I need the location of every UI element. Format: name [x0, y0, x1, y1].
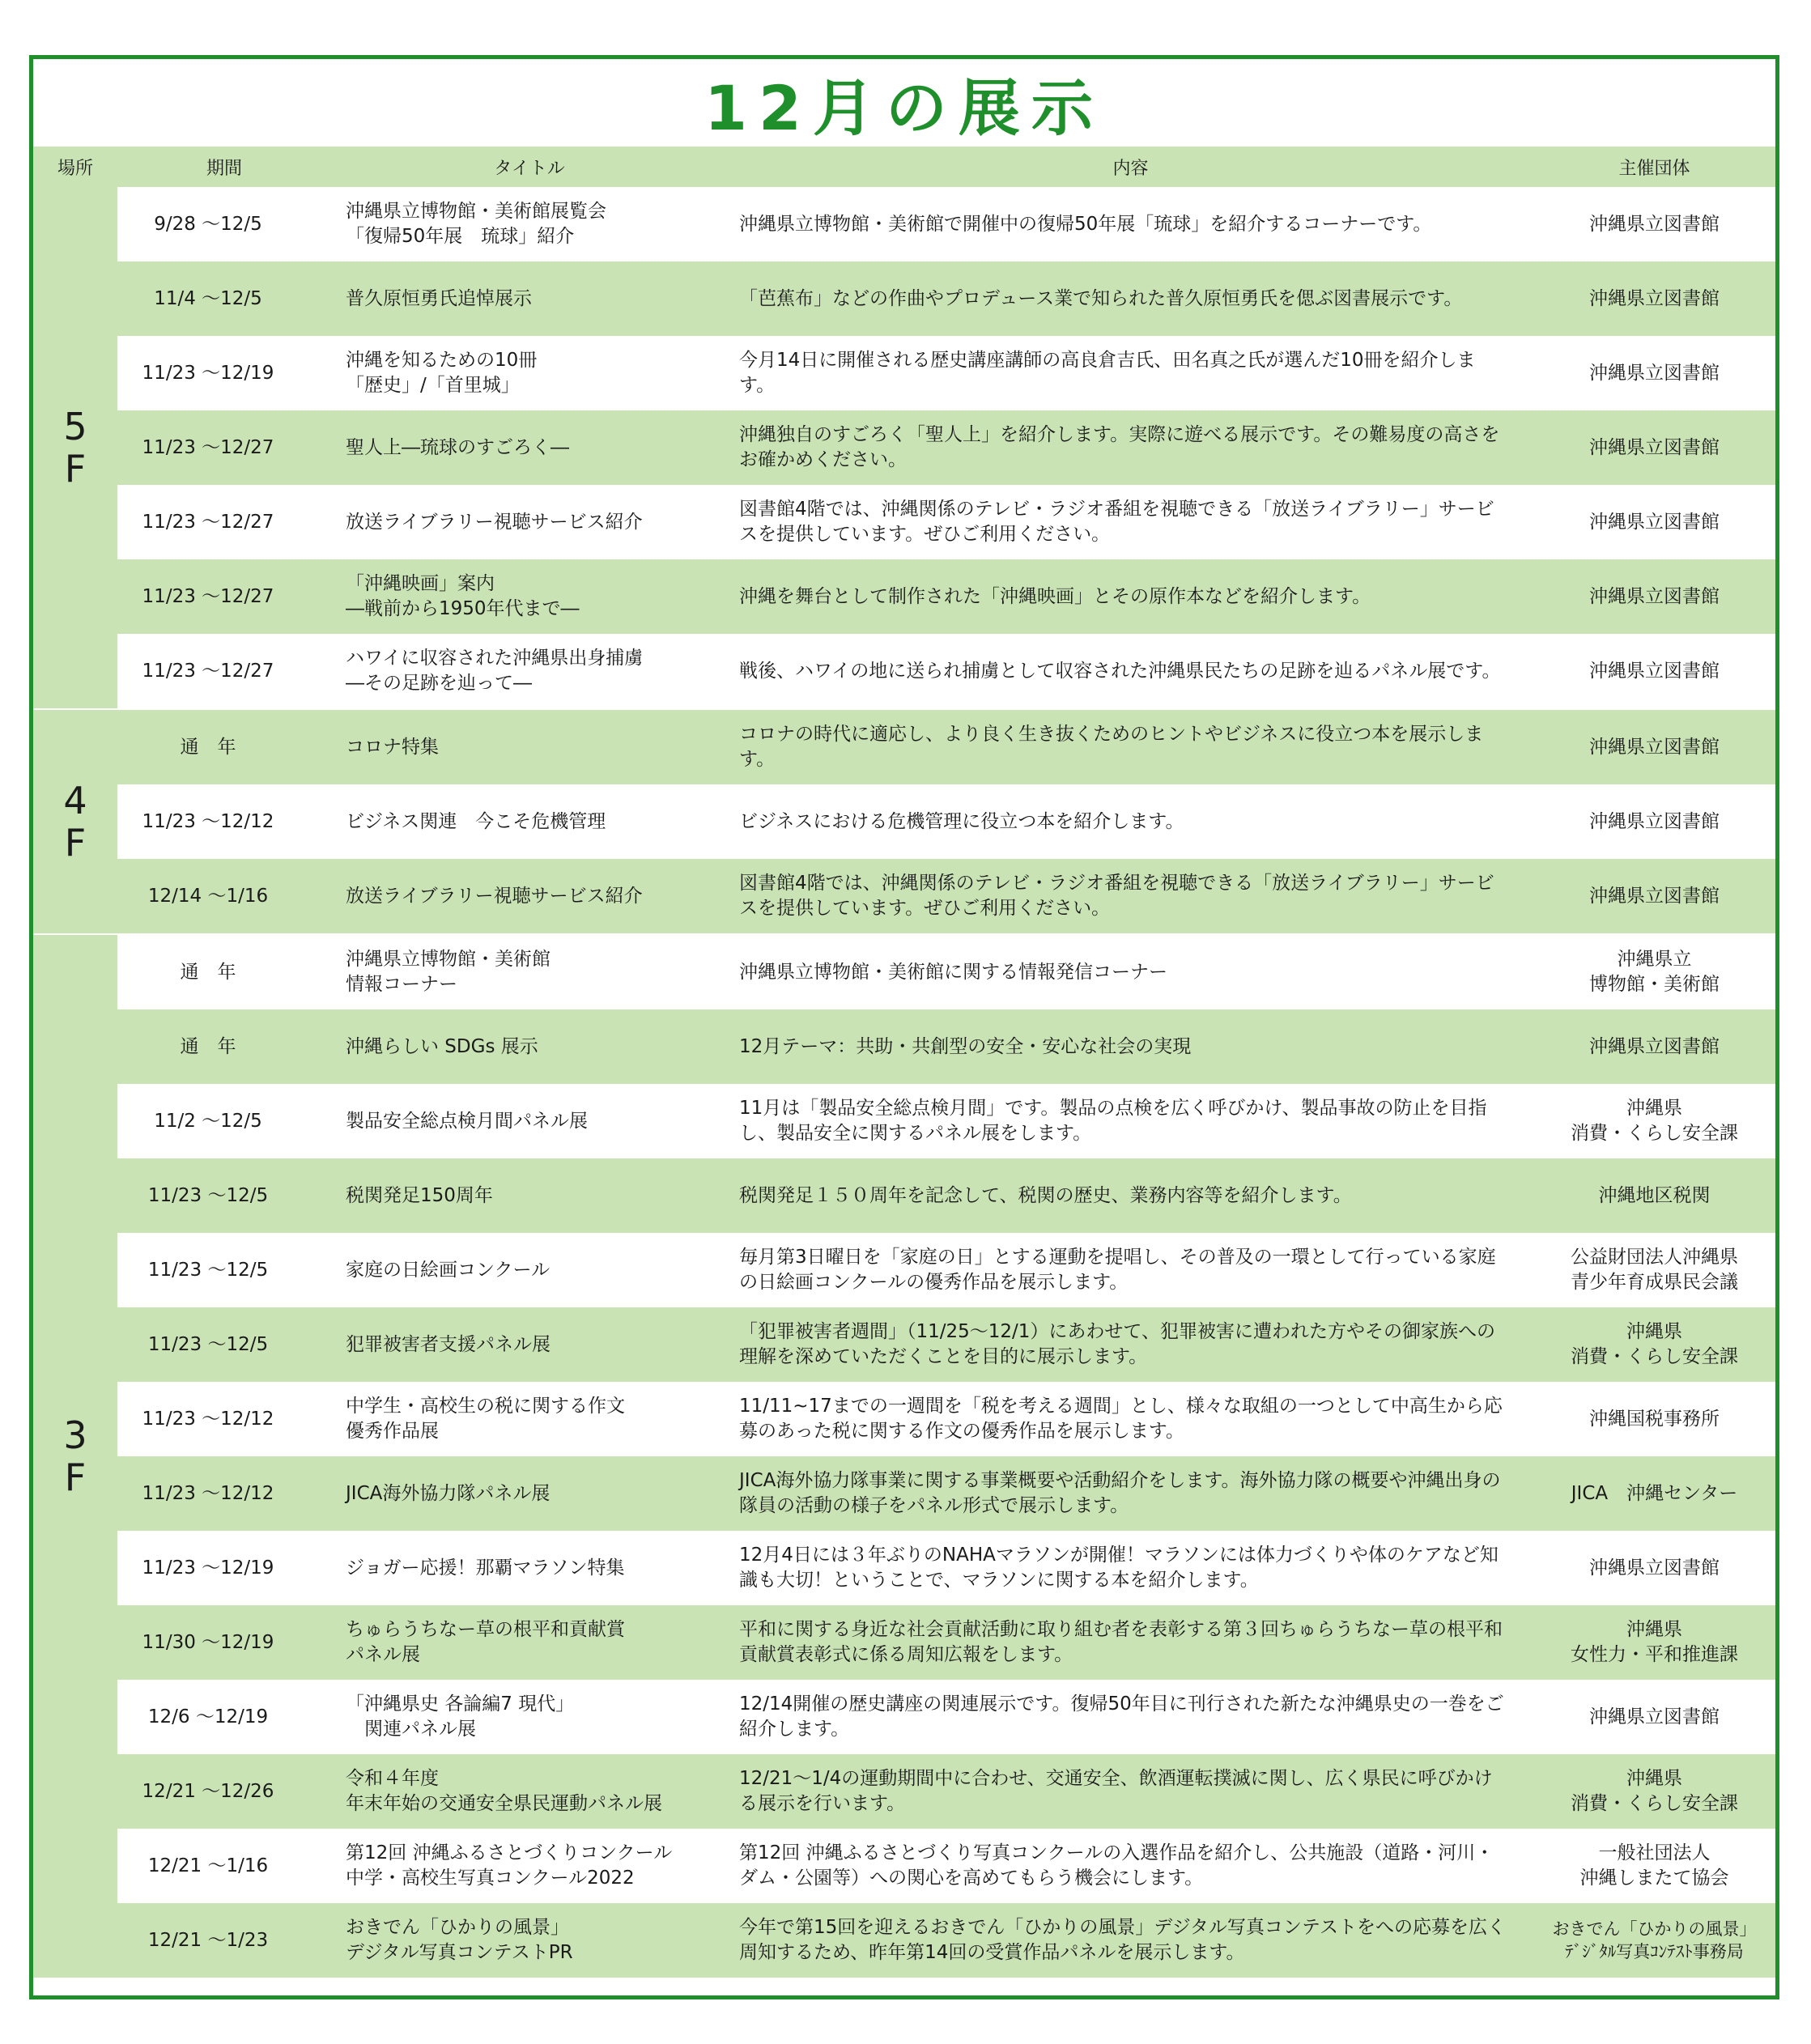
content-cell: 沖縄独自のすごろく「聖人上」を紹介します。実際に遊べる展示です。その難易度の高さをお確かめください。 — [728, 410, 1533, 485]
title-cell: コロナ特集 — [331, 709, 728, 784]
period-cell: 12/6 ～12/19 — [117, 1680, 331, 1754]
title-cell: ちゅらうちなー草の根平和貢献賞 パネル展 — [331, 1605, 728, 1680]
content-cell: 毎月第3日曜日を「家庭の日」とする運動を提唱し、その普及の一環として行っている家庭の日絵画コンクールの優秀作品を展示します。 — [728, 1233, 1533, 1307]
title-cell: 税関発足150周年 — [331, 1158, 728, 1233]
content-cell: ビジネスにおける危機管理に役立つ本を紹介します。 — [728, 784, 1533, 859]
title-cell: 令和４年度 年末年始の交通安全県民運動パネル展 — [331, 1754, 728, 1829]
period-cell: 11/2 ～12/5 — [117, 1084, 331, 1158]
period-cell: 通 年 — [117, 934, 331, 1009]
title-cell: 普久原恒勇氏追悼展示 — [331, 261, 728, 336]
period-cell: 9/28 ～12/5 — [117, 187, 331, 261]
content-cell: 12/21～1/4の運動期間中に合わせ、交通安全、飲酒運転撲滅に関し、広く県民に呼びかける展示を行います。 — [728, 1754, 1533, 1829]
floor-label-f4: 4 F — [33, 709, 117, 934]
content-cell: 図書館4階では、沖縄関係のテレビ・ラジオ番組を視聴できる「放送ライブラリー」サービスを提供しています。ぜひご利用ください。 — [728, 485, 1533, 559]
title-cell: ジョガー応援！那覇マラソン特集 — [331, 1531, 728, 1605]
content-cell: 税関発足１５０周年を記念して、税関の歴史、業務内容等を紹介します。 — [728, 1158, 1533, 1233]
title-cell: 沖縄県立博物館・美術館展覧会 「復帰50年展 琉球」紹介 — [331, 187, 728, 261]
period-cell: 11/23 ～12/5 — [117, 1233, 331, 1307]
period-cell: 12/21 ～1/23 — [117, 1903, 331, 1978]
content-cell: 図書館4階では、沖縄関係のテレビ・ラジオ番組を視聴できる「放送ライブラリー」サービスを提供しています。ぜひご利用ください。 — [728, 859, 1533, 934]
period-cell: 11/23 ～12/12 — [117, 784, 331, 859]
content-cell: 今年で第15回を迎えるおきでん「ひかりの風景」デジタル写真コンテストをへの応募を広く周知するため、昨年第14回の受賞作品パネルを展示します。 — [728, 1903, 1533, 1978]
content-cell: 12月4日には３年ぶりのNAHAマラソンが開催！マラソンには体力づくりや体のケアなど知識も大切！ということで、マラソンに関する本を紹介します。 — [728, 1531, 1533, 1605]
period-cell: 11/23 ～12/27 — [117, 410, 331, 485]
table-row — [33, 1009, 1775, 1084]
organizer-cell: 公益財団法人沖縄県 青少年育成県民会議 — [1533, 1233, 1775, 1307]
title-cell: 沖縄県立博物館・美術館 情報コーナー — [331, 934, 728, 1009]
page-title: 12月の展示 — [704, 71, 1104, 144]
period-cell: 11/23 ～12/19 — [117, 1531, 331, 1605]
title-cell: 沖縄を知るための10冊 「歴史」/「首里城」 — [331, 336, 728, 410]
table-row — [33, 709, 1775, 784]
content-cell: コロナの時代に適応し、より良く生き抜くためのヒントやビジネスに役立つ本を展示します。 — [728, 709, 1533, 784]
period-cell: 12/14 ～1/16 — [117, 859, 331, 934]
header-title: タイトル — [331, 147, 728, 187]
period-cell: 11/23 ～12/12 — [117, 1456, 331, 1531]
content-cell: 沖縄県立博物館・美術館で開催中の復帰50年展「琉球」を紹介するコーナーです。 — [728, 187, 1533, 261]
table-row — [33, 261, 1775, 336]
title-cell: JICA海外協力隊パネル展 — [331, 1456, 728, 1531]
organizer-cell: 沖縄県立図書館 — [1533, 709, 1775, 784]
period-cell: 11/30 ～12/19 — [117, 1605, 331, 1680]
content-cell: 11/11~17までの一週間を「税を考える週間」とし、様々な取組の一つとして中高生から応募のあった税に関する作文の優秀作品を展示します。 — [728, 1382, 1533, 1456]
table-row — [33, 1680, 1775, 1754]
organizer-cell: 沖縄県立 博物館・美術館 — [1533, 934, 1775, 1009]
organizer-cell: JICA 沖縄センター — [1533, 1456, 1775, 1531]
table-row — [33, 784, 1775, 859]
title-cell: おきでん「ひかりの風景」 デジタル写真コンテストPR — [331, 1903, 728, 1978]
table-row — [33, 859, 1775, 934]
period-cell: 11/23 ～12/5 — [117, 1307, 331, 1382]
table-row — [33, 634, 1775, 709]
content-cell: 第12回 沖縄ふるさとづくり写真コンクールの入選作品を紹介し、公共施設（道路・河川・ダム・公園等）への関心を高めてもらう機会にします。 — [728, 1829, 1533, 1903]
content-cell: JICA海外協力隊事業に関する事業概要や活動紹介をします。海外協力隊の概要や沖縄出身の隊員の活動の様子をパネル形式で展示します。 — [728, 1456, 1533, 1531]
table-row — [33, 485, 1775, 559]
table-row — [33, 1605, 1775, 1680]
period-cell: 12/21 ～12/26 — [117, 1754, 331, 1829]
organizer-cell: 沖縄県立図書館 — [1533, 634, 1775, 709]
content-cell: 今月14日に開催される歴史講座講師の高良倉吉氏、田名真之氏が選んだ10冊を紹介します。 — [728, 336, 1533, 410]
period-cell: 12/21 ～1/16 — [117, 1829, 331, 1903]
organizer-cell: 沖縄県立図書館 — [1533, 1009, 1775, 1084]
period-cell: 11/4 ～12/5 — [117, 261, 331, 336]
table-row — [33, 1233, 1775, 1307]
period-cell: 11/23 ～12/27 — [117, 634, 331, 709]
organizer-cell: 沖縄県立図書館 — [1533, 261, 1775, 336]
floor-label-f3: 3 F — [33, 934, 117, 1978]
organizer-cell: 沖縄県立図書館 — [1533, 336, 1775, 410]
content-cell: 12月テーマ：共助・共創型の安全・安心な社会の実現 — [728, 1009, 1533, 1084]
content-cell: 12/14開催の歴史講座の関連展示です。復帰50年目に刊行された新たな沖縄県史の一巻をご紹介します。 — [728, 1680, 1533, 1754]
organizer-cell: 沖縄県立図書館 — [1533, 859, 1775, 934]
title-cell: 放送ライブラリー視聴サービス紹介 — [331, 485, 728, 559]
period-cell: 通 年 — [117, 1009, 331, 1084]
organizer-cell: 沖縄県立図書館 — [1533, 559, 1775, 634]
content-cell: 沖縄県立博物館・美術館に関する情報発信コーナー — [728, 934, 1533, 1009]
title-cell: 沖縄らしい SDGs 展示 — [331, 1009, 728, 1084]
content-cell: 11月は「製品安全総点検月間」です。製品の点検を広く呼びかけ、製品事故の防止を目指し、製品安全に関するパネル展をします。 — [728, 1084, 1533, 1158]
period-cell: 11/23 ～12/5 — [117, 1158, 331, 1233]
organizer-cell: 沖縄県立図書館 — [1533, 1680, 1775, 1754]
content-cell: 戦後、ハワイの地に送られ捕虜として収容された沖縄県民たちの足跡を辿るパネル展です。 — [728, 634, 1533, 709]
exhibit-table — [33, 147, 1775, 1978]
organizer-cell: 沖縄地区税関 — [1533, 1158, 1775, 1233]
organizer-cell: 沖縄県立図書館 — [1533, 187, 1775, 261]
organizer-cell: 沖縄県立図書館 — [1533, 784, 1775, 859]
title-cell: 放送ライブラリー視聴サービス紹介 — [331, 859, 728, 934]
header-place: 場所 — [33, 147, 117, 187]
table-row — [33, 1158, 1775, 1233]
table-row — [33, 934, 1775, 1009]
title-cell: 「沖縄映画」案内 ―戦前から1950年代まで― — [331, 559, 728, 634]
title-cell: ビジネス関連 今こそ危機管理 — [331, 784, 728, 859]
table-row — [33, 410, 1775, 485]
organizer-cell: 沖縄国税事務所 — [1533, 1382, 1775, 1456]
period-cell: 11/23 ～12/12 — [117, 1382, 331, 1456]
organizer-cell: 沖縄県 女性力・平和推進課 — [1533, 1605, 1775, 1680]
table-row — [33, 1531, 1775, 1605]
table-row — [33, 1084, 1775, 1158]
table-header — [33, 147, 1775, 187]
content-cell: 「芭蕉布」などの作曲やプロデュース業で知られた普久原恒勇氏を偲ぶ図書展示です。 — [728, 261, 1533, 336]
table-row — [33, 1382, 1775, 1456]
table-row — [33, 1754, 1775, 1829]
period-cell: 11/23 ～12/19 — [117, 336, 331, 410]
organizer-cell: 沖縄県立図書館 — [1533, 1531, 1775, 1605]
period-cell: 11/23 ～12/27 — [117, 559, 331, 634]
title-cell: 犯罪被害者支援パネル展 — [331, 1307, 728, 1382]
table-row — [33, 559, 1775, 634]
table-row — [33, 336, 1775, 410]
table-row — [33, 1307, 1775, 1382]
table-row — [33, 1903, 1775, 1978]
organizer-cell: 一般社団法人 沖縄しまたて協会 — [1533, 1829, 1775, 1903]
title-cell: 製品安全総点検月間パネル展 — [331, 1084, 728, 1158]
content-cell: 「犯罪被害者週間」（11/25～12/1）にあわせて、犯罪被害に遭われた方やその御家族への理解を深めていただくことを目的に展示します。 — [728, 1307, 1533, 1382]
header-organizer: 主催団体 — [1533, 147, 1775, 187]
organizer-cell: おきでん「ひかりの風景」 ﾃﾞｼﾞﾀﾙ写真ｺﾝﾃｽﾄ事務局 — [1533, 1903, 1775, 1978]
title-cell: 聖人上―琉球のすごろく― — [331, 410, 728, 485]
title-cell: ハワイに収容された沖縄県出身捕虜 ―その足跡を辿って― — [331, 634, 728, 709]
organizer-cell: 沖縄県 消費・くらし安全課 — [1533, 1084, 1775, 1158]
organizer-cell: 沖縄県 消費・くらし安全課 — [1533, 1307, 1775, 1382]
table-row — [33, 1456, 1775, 1531]
exhibit-frame — [29, 55, 1779, 1999]
period-cell: 通 年 — [117, 709, 331, 784]
floor-label-f5: 5 F — [33, 187, 117, 709]
title-cell: 第12回 沖縄ふるさとづくりコンクール 中学・高校生写真コンクール2022 — [331, 1829, 728, 1903]
title-cell: 中学生・高校生の税に関する作文 優秀作品展 — [331, 1382, 728, 1456]
title-cell: 家庭の日絵画コンクール — [331, 1233, 728, 1307]
table-row — [33, 187, 1775, 261]
content-cell: 平和に関する身近な社会貢献活動に取り組む者を表彰する第３回ちゅらうちなー草の根平和貢献賞表彰式に係る周知広報をします。 — [728, 1605, 1533, 1680]
content-cell: 沖縄を舞台として制作された「沖縄映画」とその原作本などを紹介します。 — [728, 559, 1533, 634]
organizer-cell: 沖縄県立図書館 — [1533, 410, 1775, 485]
organizer-cell: 沖縄県立図書館 — [1533, 485, 1775, 559]
table-row — [33, 1829, 1775, 1903]
header-content: 内容 — [728, 147, 1533, 187]
title-cell: 「沖縄県史 各論編7 現代」 関連パネル展 — [331, 1680, 728, 1754]
header-period: 期間 — [117, 147, 331, 187]
organizer-cell: 沖縄県 消費・くらし安全課 — [1533, 1754, 1775, 1829]
period-cell: 11/23 ～12/27 — [117, 485, 331, 559]
